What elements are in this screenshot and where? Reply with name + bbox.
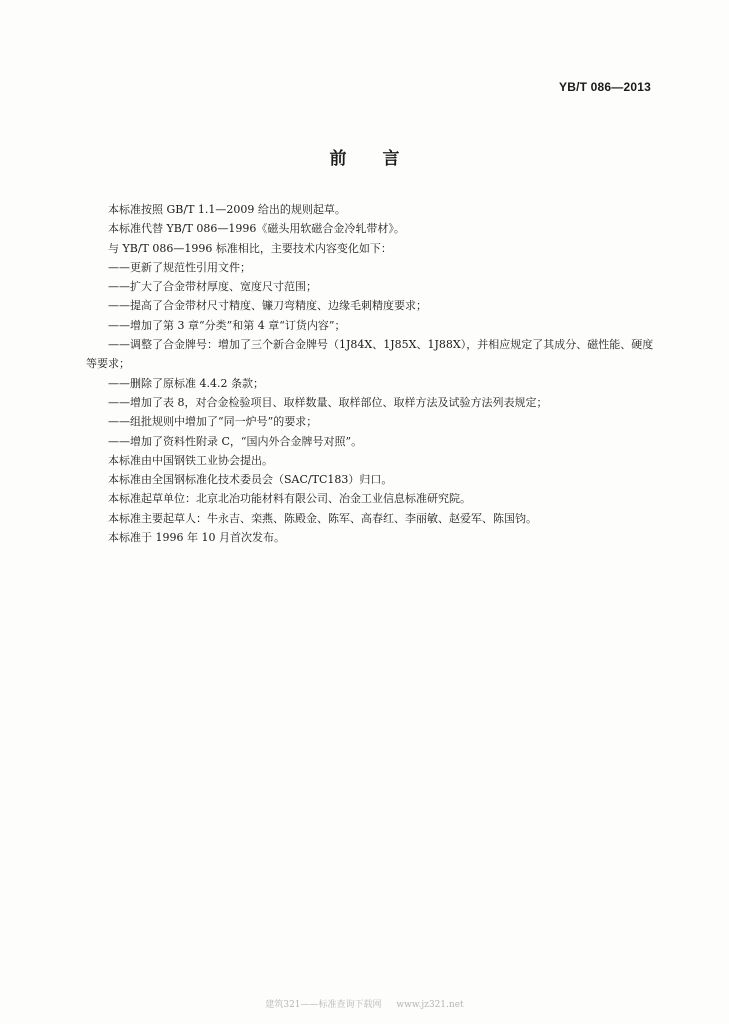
change-item: ——扩大了合金带材厚度、宽度尺寸范围；: [108, 280, 317, 294]
change-item: ——调整了合金牌号：增加了三个新合金牌号（1J84X、1J85X、1J88X），并相应规定了其成分、磁性能、硬度等要求；: [86, 338, 654, 371]
page-title: 前言: [329, 149, 436, 169]
paragraph-proposer: 本标准由中国钢铁工业协会提出。: [108, 453, 273, 467]
paragraph-changes-intro: 与 YB/T 086—1996 标准相比，主要技术内容变化如下：: [108, 241, 392, 255]
paragraph-drafters: 本标准主要起草人：牛永吉、栾燕、陈殿金、陈军、高春红、李丽敏、赵爱军、陈国钧。: [108, 511, 537, 525]
standard-code: YB/T 086—2013: [559, 80, 651, 94]
paragraph-drafting-units: 本标准起草单位：北京北冶功能材料有限公司、冶金工业信息标准研究院。: [108, 492, 471, 506]
paragraph-first-issue: 本标准于 1996 年 10 月首次发布。: [108, 531, 285, 545]
foreword-body: [86, 200, 656, 547]
watermark-site-name: 建筑321——标准查询下载网: [265, 1000, 382, 1010]
paragraph-replaces: 本标准代替 YB/T 086—1996《磁头用软磁合金冷轧带材》。: [108, 222, 405, 236]
change-item: ——增加了资料性附录 C，“国内外合金牌号对照”。: [108, 434, 363, 448]
change-item: ——提高了合金带材尺寸精度、镰刀弯精度、边缘毛刺精度要求；: [108, 299, 427, 313]
watermark-footer: [0, 997, 729, 1010]
paragraph-committee: 本标准由全国钢标准化技术委员会（SAC/TC183）归口。: [108, 473, 393, 487]
change-item: ——组批规则中增加了“同一炉号”的要求；: [108, 415, 318, 429]
change-item: ——增加了表 8，对合金检验项目、取样数量、取样部位、取样方法及试验方法列表规定；: [108, 395, 548, 409]
change-item: ——增加了第 3 章“分类”和第 4 章“订货内容”；: [108, 318, 346, 332]
change-item: ——更新了规范性引用文件；: [108, 260, 251, 274]
paragraph-drafting-rules: 本标准按照 GB/T 1.1—2009 给出的规则起草。: [108, 203, 346, 216]
change-item: ——删除了原标准 4.4.2 条款；: [108, 376, 264, 390]
watermark-url: www.jz321.net: [396, 1000, 464, 1010]
